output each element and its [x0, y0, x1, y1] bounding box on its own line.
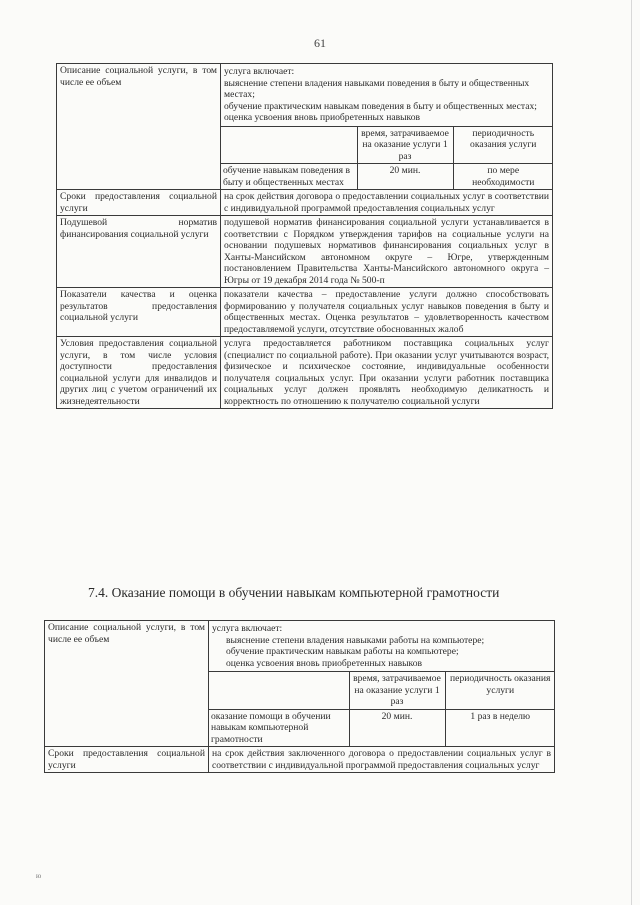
inner-header-time: время, затрачиваемое на оказание услуги 1 раз: [357, 126, 453, 164]
description-line: услуга включает:: [212, 623, 283, 634]
funding-label: Подушевой норматив финансирования социальной услуги: [57, 216, 221, 288]
description-label: Описание социальной услуги, в том числе ее объем: [45, 621, 209, 747]
terms-label: Сроки предоставления социальной услуги: [45, 747, 209, 773]
funding-row: [57, 216, 553, 288]
inner-header-frequency: периодичность оказания услуги: [445, 672, 555, 710]
inner-header-row: [209, 672, 555, 710]
terms-value: на срок действия заключенного договора о предоставлении социальных услуг в соответствии с индивидуальной программой предоставления социальных услуг: [209, 747, 555, 773]
inner-service-name: обучение навыкам поведения в быту и общественных местах: [221, 164, 357, 190]
time-frequency-table: [221, 126, 553, 190]
conditions-label: Условия предоставления социальной услуги, в том числе условия доступности предоставления социальной услуги для инвалидов и других лиц с учетом ограничений их жизнедеятельности: [57, 337, 221, 409]
quality-value: показатели качества – предоставление услуги должно способствовать формированию у получателя социальных услуг навыков поведения в быту и общественных местах. Оценка результатов – удовлетворенность качеством предоставляемой услуги, отсутствие обоснованных жалоб: [221, 288, 553, 337]
description-line: оценка усвоения вновь приобретенных навыков: [226, 657, 423, 669]
description-line: выяснение степени владения навыками работы на компьютере;: [226, 634, 485, 646]
terms-row: [57, 190, 553, 216]
description-label: Описание социальной услуги, в том числе ее объем: [57, 64, 221, 190]
section-heading: 7.4. Оказание помощи в обучении навыкам компьютерной грамотности: [88, 585, 500, 600]
description-line: обучение практическим навыкам поведения в быту и общественных местах;: [224, 100, 537, 112]
description-line: выяснение степени владения навыками поведения в быту и общественных местах;: [224, 77, 530, 100]
inner-frequency-value: по мере необходимости: [453, 164, 553, 190]
service-table-7-4: [44, 620, 555, 773]
inner-header-frequency: периодичность оказания услуги: [453, 126, 553, 164]
description-line: услуга включает:: [224, 66, 295, 77]
description-row: [45, 621, 555, 747]
page-number: 61: [314, 36, 326, 50]
page-edge: [631, 0, 632, 905]
inner-frequency-value: 1 раз в неделю: [445, 709, 555, 746]
time-frequency-table: [209, 671, 555, 746]
inner-service-name: оказание помощи в обучении навыкам компьютерной грамотности: [209, 709, 349, 746]
quality-row: [57, 288, 553, 337]
description-line: обучение практическим навыкам работы на компьютере;: [226, 646, 459, 657]
inner-header-time: время, затрачиваемое на оказание услуги 1 раз: [349, 672, 445, 710]
conditions-row: [57, 337, 553, 409]
inner-header-empty: [209, 672, 349, 710]
inner-header-row: [221, 126, 553, 164]
conditions-value: услуга предоставляется работником поставщика социальных услуг (специалист по социальной работе). При оказании услуг учитываются возраст, физическое и психическое состояние, индивидуальные особенности получателя социальных услуг. При оказании услуги работник поставщика социальных услуг должен проявлять необходимую деликатность и корректность по отношению к получателю социальной услуги: [221, 337, 553, 409]
terms-row: [45, 747, 555, 773]
inner-time-value: 20 мин.: [357, 164, 453, 190]
inner-data-row: [209, 709, 555, 746]
terms-value: на срок действия договора о предоставлении социальных услуг в соответствии с индивидуальной программой предоставления социальных услуг: [221, 190, 553, 216]
description-cell: [209, 621, 555, 747]
description-line: оценка усвоения вновь приобретенных навыков: [224, 112, 421, 123]
description-row: [57, 64, 553, 190]
inner-data-row: [221, 164, 553, 190]
inner-header-empty: [221, 126, 357, 164]
funding-value: подушевой норматив финансирования социальной услуги устанавливается в соответствии с Порядком утверждения тарифов на социальные услуги на основании подушевых нормативов финансирования социальных услуг в Ханты-Мансийском автономном округе – Югре, утвержденным постановлением Правительства Ханты-Мансийского автономного округа – Югры от 19 декабря 2014 года № 500-п: [221, 216, 553, 288]
inner-time-value: 20 мин.: [349, 709, 445, 746]
terms-label: Сроки предоставления социальной услуги: [57, 190, 221, 216]
quality-label: Показатели качества и оценка результатов предоставления социальной услуги: [57, 288, 221, 337]
description-cell: [221, 64, 553, 190]
corner-mark: ю: [36, 872, 42, 880]
service-table-7-3: [56, 63, 553, 409]
